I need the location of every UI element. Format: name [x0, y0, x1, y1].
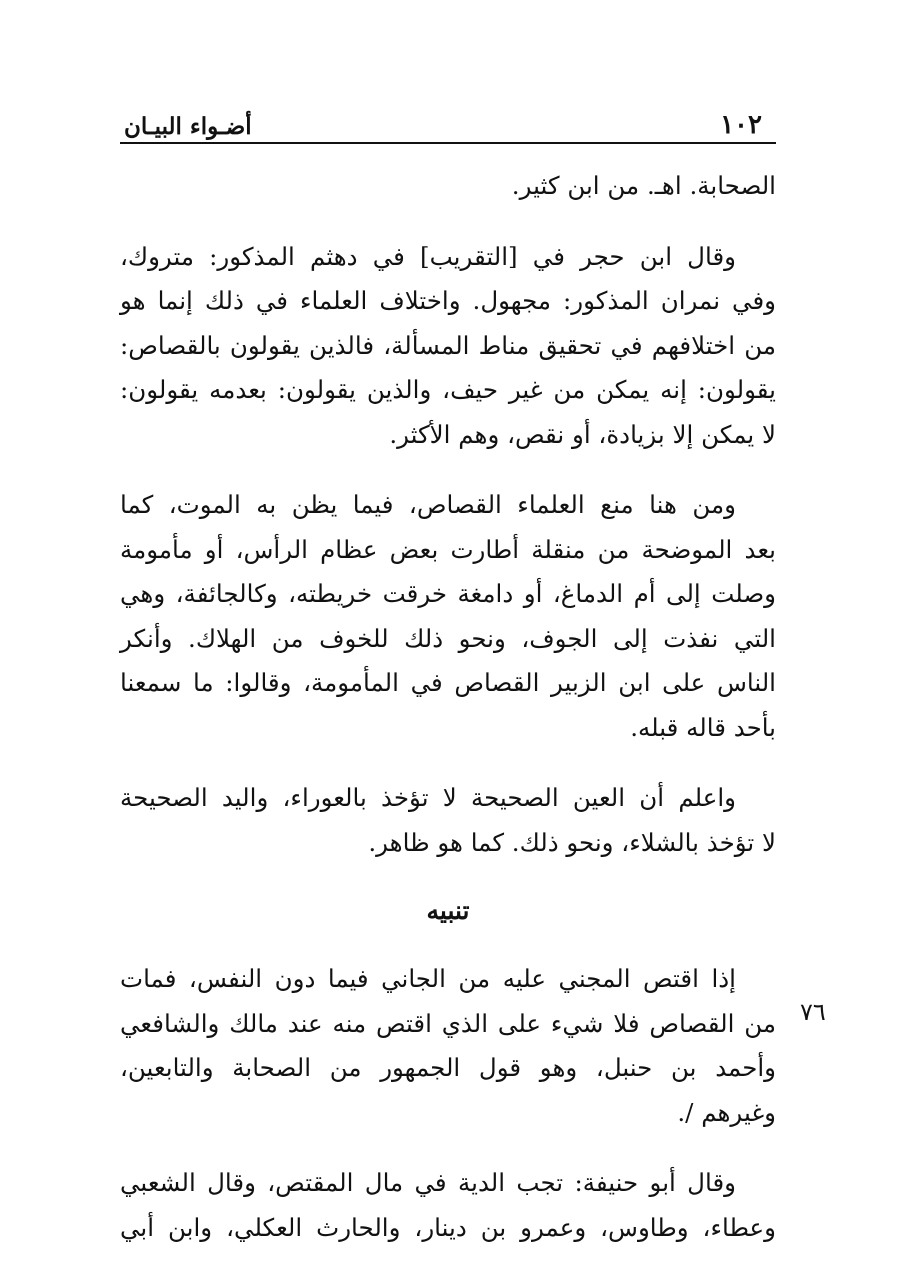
paragraph	[120, 957, 776, 1135]
text-line: بعد الموضحة من منقلة أطارت بعض عظام الرأس، أو مأمومة	[120, 534, 776, 564]
text-line: التي نفذت إلى الجوف، ونحو ذلك للخوف من الهلاك. وأنكر	[120, 623, 776, 653]
text-line: واعلم أن العين الصحيحة لا تؤخذ بالعوراء، واليد الصحيحة	[120, 783, 736, 812]
text-line: وفي نمران المذكور: مجهول. واختلاف العلماء في ذلك إنما هو	[120, 286, 776, 315]
text-line: وغيرهم /.	[677, 1097, 776, 1127]
text-line: بأحد قاله قبله.	[630, 712, 776, 742]
text-line: إذا اقتص المجني عليه من الجاني فيما دون النفس، فمات	[120, 964, 736, 993]
text-line: لا يمكن إلا بزيادة، أو نقص، وهم الأكثر.	[389, 419, 776, 449]
paragraph	[120, 483, 776, 750]
text-line: يقولون: إنه يمكن من غير حيف، والذين يقولون: بعدمه يقولون:	[120, 375, 776, 404]
text-line: وصلت إلى أم الدماغ، أو دامغة خرقت خريطته، وكالجائفة، وهي	[120, 579, 776, 608]
margin-page-reference: ٧٦	[800, 998, 826, 1026]
page-number: ١٠٢	[720, 110, 762, 140]
paragraph	[120, 776, 776, 865]
section-heading: تنبيه	[426, 896, 470, 925]
text-line: من اختلافهم في تحقيق مناط المسألة، فالذين يقولون بالقصاص:	[120, 330, 776, 360]
text-line: وقال ابن حجر في [التقريب] في دهثم المذكور: متروك،	[120, 241, 736, 271]
text-line: وعطاء، وطاوس، وعمرو بن دينار، والحارث العكلي، وابن أبي	[120, 1212, 776, 1242]
paragraph	[120, 235, 776, 458]
paragraph	[120, 164, 776, 209]
text-line: ومن هنا منع العلماء القصاص، فيما يظن به الموت، كما	[120, 490, 736, 519]
paragraph	[120, 1161, 776, 1250]
page-header	[120, 100, 776, 144]
text-line: الصحابة. اهـ. من ابن كثير.	[511, 171, 776, 200]
text-line: لا تؤخذ بالشلاء، ونحو ذلك. كما هو ظاهر.	[368, 827, 776, 857]
text-line: من القصاص فلا شيء على الذي اقتص منه عند مالك والشافعي	[120, 1008, 776, 1038]
text-line: وأحمد بن حنبل، وهو قول الجمهور من الصحابة والتابعين،	[120, 1053, 776, 1082]
text-line: الناس على ابن الزبير القصاص في المأمومة، وقالوا: ما سمعنا	[120, 668, 776, 697]
page-body	[120, 144, 776, 1250]
document-page	[120, 100, 776, 1276]
text-line: وقال أبو حنيفة: تجب الدية في مال المقتص، وقال الشعبي	[120, 1168, 736, 1197]
book-title: أضـواء البيـان	[124, 113, 252, 140]
